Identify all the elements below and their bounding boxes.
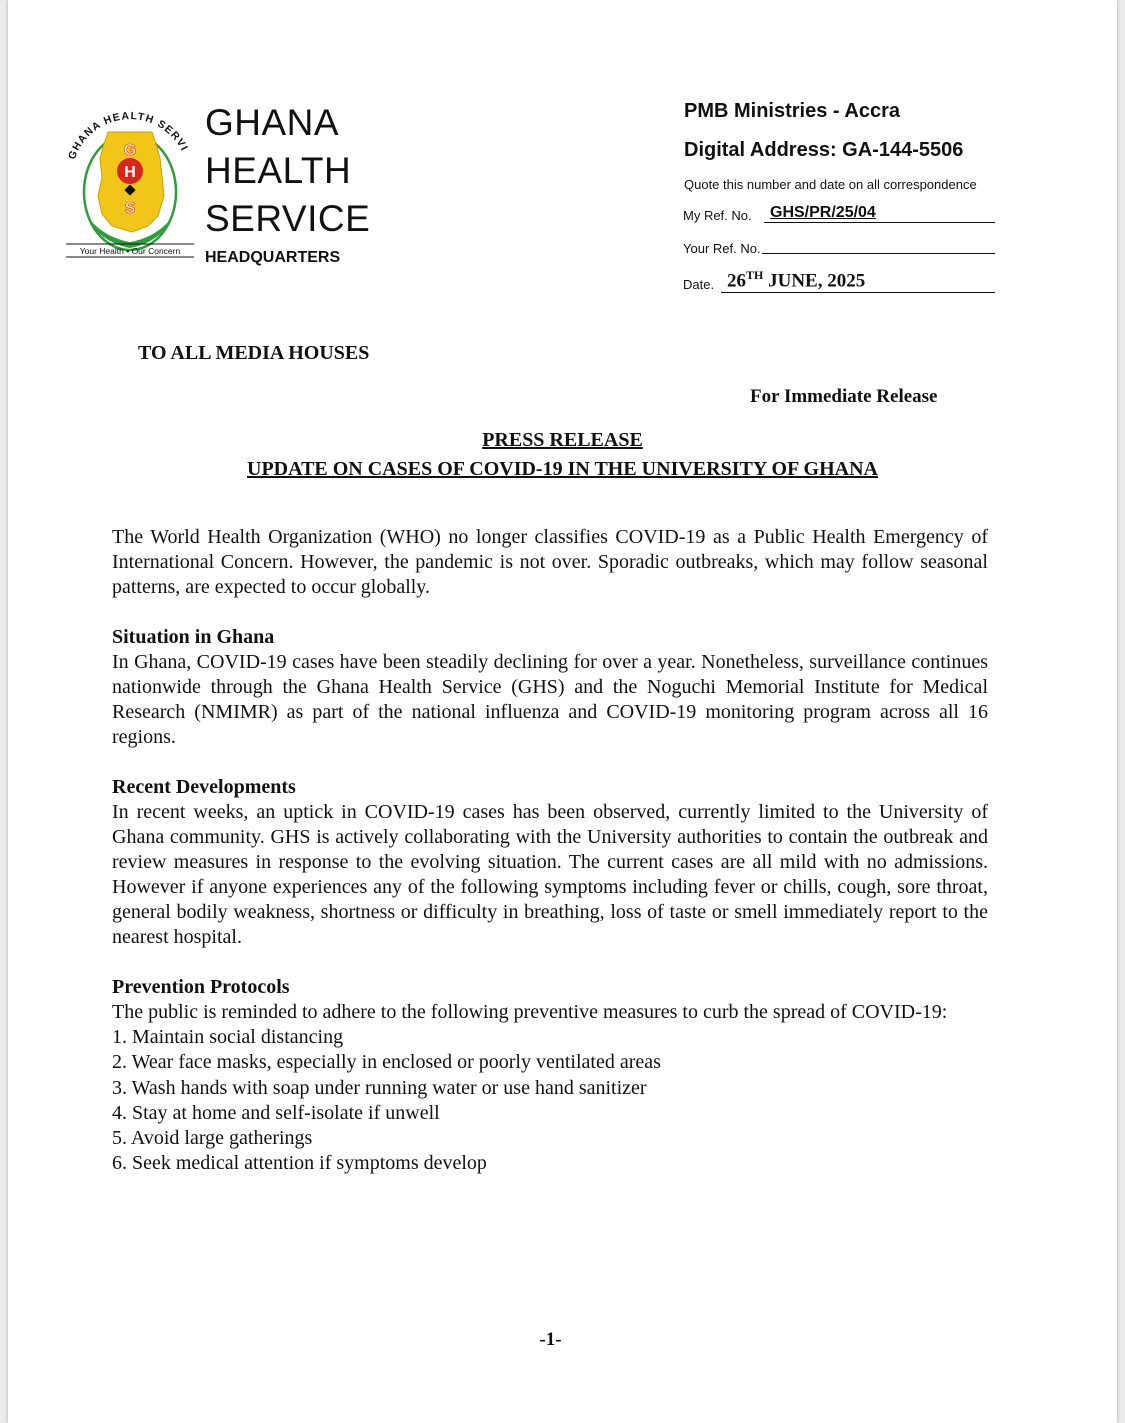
my-ref-label: My Ref. No.: [683, 208, 752, 223]
section-title-prevention: Prevention Protocols: [112, 976, 290, 998]
org-name-line-1: GHANA: [205, 102, 340, 143]
body: [112, 525, 988, 1177]
ghs-logo-emblem: [60, 92, 200, 264]
section-body-prevention: The public is reminded to adhere to the following preventive measures to curb the spread of COVID-19:: [112, 1001, 948, 1023]
org-name: [205, 99, 370, 243]
release-note: For Immediate Release: [750, 386, 938, 407]
protocol-item: 1. Maintain social distancing: [112, 1026, 344, 1048]
my-ref-value: GHS/PR/25/04: [770, 204, 876, 221]
logo-arc-text: GHANA HEALTH SERVI: [66, 109, 191, 162]
logo-letter-h: H: [124, 164, 136, 181]
date-rest: JUNE, 2025: [763, 270, 866, 292]
quote-note: Quote this number and date on all correspondence: [684, 177, 977, 192]
ghs-logo: [60, 92, 200, 264]
logo-letter-g: G: [123, 142, 137, 159]
intro-paragraph: The World Health Organization (WHO) no longer classifies COVID-19 as a Public Health Emergency of International Concern. However, the pandemic is not over. Sporadic outbreaks, which may follow seasonal patterns, are expected to occur globally.: [112, 526, 988, 598]
section-developments: [112, 775, 988, 950]
section-body-developments: In recent weeks, an uptick in COVID-19 cases has been observed, currently limited to the University of Ghana community. GHS is actively collaborating with the University authorities to contain the outbreak and review measures in response to the evolving situation. The current cases are all mild with no admissions. However if anyone experiences any of the following symptoms including fever or chills, cough, sore throat, general bodily weakness, shortness or difficulty in breathing, loss of taste or smell immediately report to the nearest hospital.: [112, 801, 988, 948]
your-ref-line: [762, 233, 995, 254]
address-line-1: PMB Ministries - Accra: [684, 100, 900, 122]
section-prevention: [112, 975, 988, 1177]
headquarters-label: HEADQUARTERS: [205, 249, 341, 266]
section-situation: [112, 625, 988, 750]
date-value: [727, 268, 865, 292]
protocol-list: [112, 1025, 988, 1177]
title-line-1: PRESS RELEASE: [482, 429, 643, 451]
section-body-situation: In Ghana, COVID-19 cases have been steadily declining for over a year. Nonetheless, surveillance continues nationwide through the Ghana Health Service (GHS) and the Noguchi Memorial Institute for Medical Research (NMIMR) as part of the national influenza and COVID-19 monitoring program across all 16 regions.: [112, 651, 988, 748]
your-ref-label: Your Ref. No.: [683, 241, 761, 256]
section-title-developments: Recent Developments: [112, 776, 296, 798]
protocol-item: 4. Stay at home and self-isolate if unwell: [112, 1101, 440, 1124]
addressee: TO ALL MEDIA HOUSES: [138, 342, 370, 364]
document-page: [8, 0, 1117, 1423]
protocol-item: 3. Wash hands with soap under running water or use hand sanitizer: [112, 1076, 647, 1099]
section-title-situation: Situation in Ghana: [112, 626, 275, 648]
protocol-item: 6. Seek medical attention if symptoms develop: [112, 1152, 487, 1175]
date-day: 26: [727, 270, 746, 292]
org-name-line-2: HEALTH: [205, 150, 352, 191]
org-name-line-3: SERVICE: [205, 198, 371, 239]
logo-letter-s: S: [124, 200, 136, 217]
digital-address: Digital Address: GA-144-5506: [684, 139, 964, 161]
protocol-item: 2. Wear face masks, especially in enclosed or poorly ventilated areas: [112, 1051, 661, 1074]
date-suffix: TH: [746, 268, 764, 282]
protocol-item: 5. Avoid large gatherings: [112, 1127, 313, 1150]
logo-tagline: Your Health • Our Concern: [79, 246, 181, 256]
title-line-2: UPDATE ON CASES OF COVID-19 IN THE UNIVERSITY OF GHANA: [247, 458, 878, 480]
page-number: -1-: [539, 1329, 562, 1350]
date-label: Date.: [683, 277, 715, 292]
